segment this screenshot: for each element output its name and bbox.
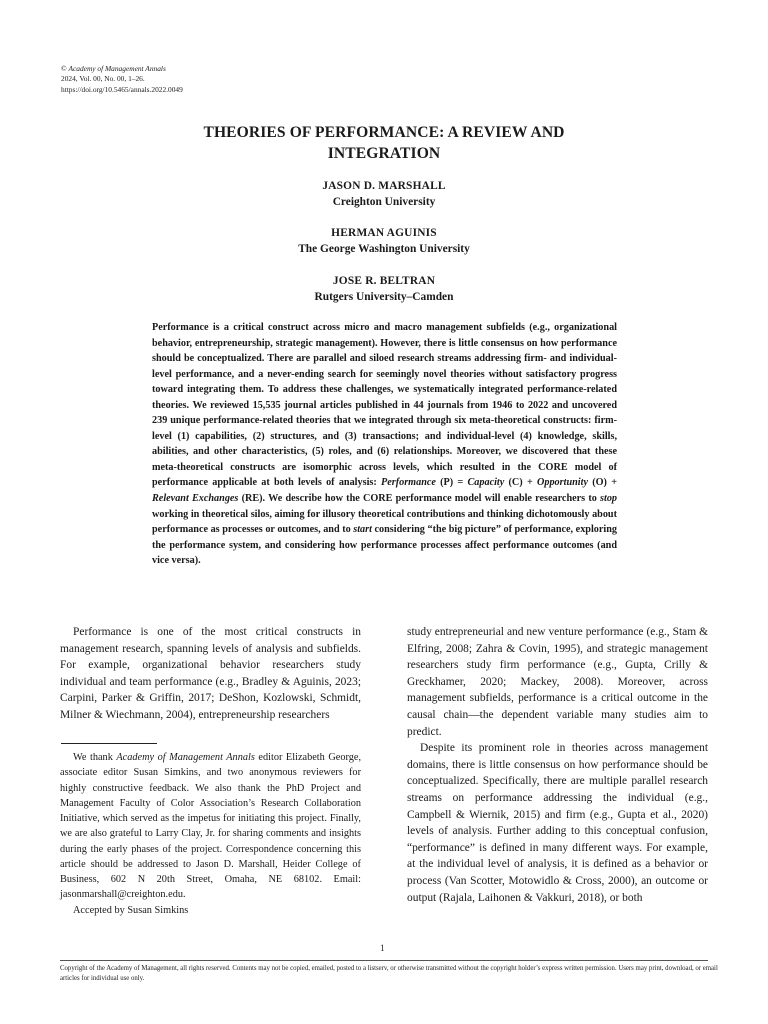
journal-name: Academy of Management Annals (68, 64, 166, 73)
article-title (60, 122, 708, 164)
title-line-1: THEORIES OF PERFORMANCE: A REVIEW AND (203, 124, 565, 141)
volume-info: 2024, Vol. 00, No. 00, 1–26. (61, 74, 145, 84)
footnote (60, 750, 361, 918)
journal-header (61, 64, 183, 95)
author-block-1 (60, 178, 708, 210)
copyright-notice: Copyright of the Academy of Management, all rights reserved. Contents may not be copied, emailed, posted to a listserv, or otherwise transmitted without the copyright holder’s express written permission. Users may print, download, or email articles for individual use only. (60, 965, 718, 982)
copyright-symbol: © (61, 64, 67, 73)
author-affiliation: The George Washington University (298, 243, 470, 255)
title-line-2: INTEGRATION (327, 145, 441, 162)
author-block-2 (60, 225, 708, 257)
author-affiliation: Creighton University (332, 196, 436, 208)
body-paragraph: Despite its prominent role in theories across management domains, there is little consensus on how performance should be conceptualized. Specifically, there are multiple parallel research streams on performance addressing the individual (e.g., Campbell & Wiernik, 2015) and firm (e.g., Gupta et al., 2020) levels of analysis. Further adding to this conceptual confusion, “performance” is defined in many different ways. For example, at the individual level of analysis, it is defined as a behavior or process (Van Scotter, Motowidlo & Cross, 2000), an outcome or output (Rajala, Laihonen & Vakkuri, 2018), or both (407, 742, 708, 904)
footnote-divider (61, 743, 157, 744)
accepted-by: Accepted by Susan Simkins (73, 904, 189, 916)
page-number: 1 (380, 943, 385, 953)
body-paragraph: study entrepreneurial and new venture performance (e.g., Stam & Elfring, 2008; Zahra & Covin, 1995), and strategic management researchers study firm performance (e.g., Gupta, Crilly & Greckhamer, 2020; Mackey, 2008). Moreover, across management subfields, performance is a critical outcome in the causal chain—the dependent variable many studies aim to predict. (407, 626, 708, 738)
acknowledgements: We thank Academy of Management Annals editor Elizabeth George, associate editor Susan Simkins, and two anonymous reviewers for highly constructive feedback. We also thank the PhD Project and Management Faculty of Color Association’s Research Collaboration Initiative, which served as the impetus for initiating this project. Finally, we are also grateful to Larry Clay, Jr. for sharing comments and insights during the early phases of the project. Correspondence concerning this article should be addressed to Jason D. Marshall, Heider College of Business, 602 N 20th Street, Omaha, NE 68102. Email: jasonmarshall@creighton.edu. (60, 752, 362, 901)
author-affiliation: Rutgers University–Camden (314, 291, 454, 303)
author-name: JASON D. MARSHALL (322, 180, 446, 192)
body-left-column (60, 624, 361, 724)
journal-citation-line (61, 64, 183, 74)
author-name: JOSE R. BELTRAN (332, 275, 436, 287)
body-right-column (407, 624, 708, 906)
author-name: HERMAN AGUINIS (331, 227, 437, 239)
abstract: Performance is a critical construct across micro and macro management subfields (e.g., organizational behavior, entrepreneurship, strategic management). However, there is little consensus on how performance should be conceptualized. There are parallel and siloed research streams addressing firm- and individual-level performance, and a never-ending search for seemingly novel theories without satisfactory progress toward integrating them. To address these challenges, we systematically integrated performance-related theories. We reviewed 15,535 journal articles published in 44 journals from 1946 to 2022 and uncovered 239 unique performance-related theories that we integrated through six meta-theoretical constructs: firm-level (1) capabilities, (2) structures, and (3) transactions; and individual-level (4) knowledge, skills, abilities, and other characteristics, (5) roles, and (6) relationships. Moreover, we discovered that these meta-theoretical constructs are isomorphic across levels, which resulted in the CORE model of performance applicable at both levels of analysis: Performance (P) = Capacity (C) + Opportunity (O) + Relevant Exchanges (RE). We describe how the CORE performance model will enable researchers to stop working in theoretical silos, aiming for illusory theoretical contributions and thinking dichotomously about performance as processes or outcomes, and to start considering “the big picture” of performance, exploring the performance system, and considering how performance processes affect performance outcomes (and vice versa). (152, 322, 618, 567)
body-paragraph: Performance is one of the most critical constructs in management research, spanning levels of analysis and subfields. For example, organizational behavior researchers study individual and team performance (e.g., Bradley & Aguinis, 2023; Carpini, Parker & Griffin, 2017; DeShon, Kozlowski, Schmidt, Milner & Wiechmann, 2004), entrepreneurship researchers (60, 626, 361, 721)
author-block-3 (60, 273, 708, 305)
doi-link[interactable]: https://doi.org/10.5465/annals.2022.0049 (61, 84, 183, 94)
copyright-divider (60, 960, 708, 961)
